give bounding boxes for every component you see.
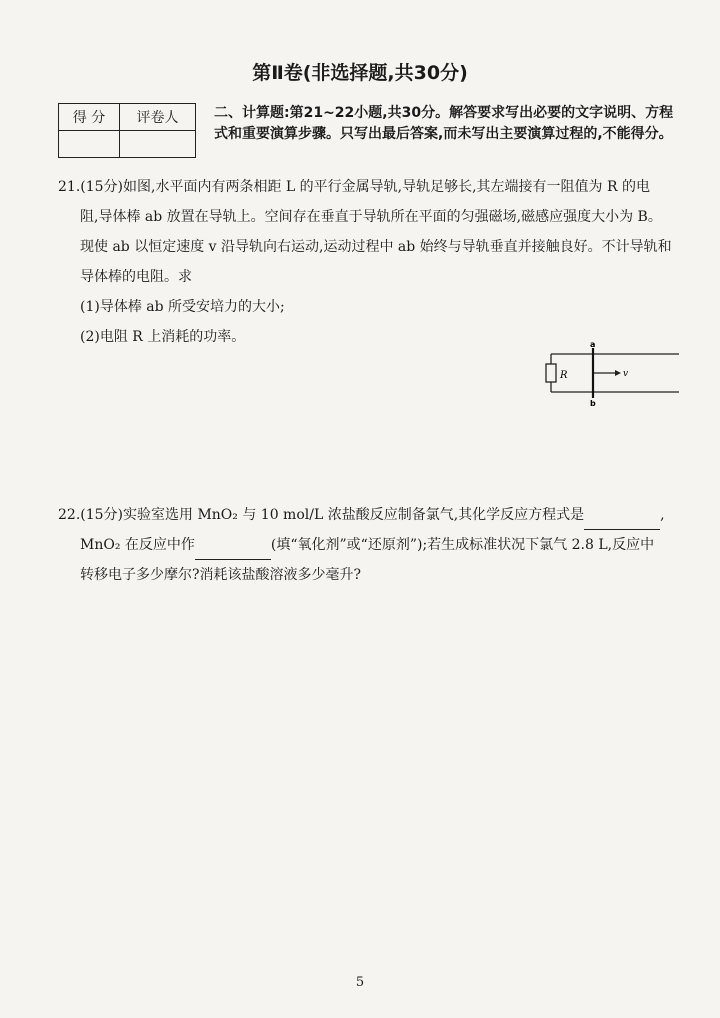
page-number: 5 (355, 975, 365, 990)
label-a: a (590, 340, 596, 349)
score-header: 得 分 (59, 104, 120, 131)
answer-blank-role[interactable] (195, 541, 271, 560)
q22-line-3: 转移电子多少摩尔?消耗该盐酸溶液多少毫升? (80, 567, 362, 583)
section-title: 第Ⅱ卷(非选择题,共30分) (252, 62, 468, 84)
q22-line-2: MnO₂ 在反应中作 (填“氧化剂”或“还原剂”);若生成标准状况下氯气 2.8 L,反应中 (58, 530, 688, 560)
question-22 (58, 500, 688, 590)
circuit-diagram (545, 340, 685, 410)
q21-line: 现使 ab 以恒定速度 v 沿导轨向右运动,运动过程中 ab 始终与导轨垂直并接触良好。不计导轨和 (80, 239, 672, 255)
grader-cell[interactable] (120, 131, 196, 158)
grader-header: 评卷人 (120, 104, 196, 131)
question-21 (58, 172, 688, 352)
q21-line: 导体棒的电阻。求 (80, 269, 192, 285)
velocity-label: v (623, 369, 629, 379)
label-b: b (590, 399, 596, 408)
score-table (58, 103, 196, 158)
q21-part-1: (1)导体棒 ab 所受安培力的大小; (80, 299, 285, 315)
answer-blank-equation[interactable] (584, 511, 660, 530)
resistor-label: R (560, 370, 568, 381)
resistor (546, 364, 556, 382)
q22-line-1: 22.(15分)实验室选用 MnO₂ 与 10 mol/L 浓盐酸反应制备氯气,其化学反应方程式是 , (58, 500, 688, 530)
q21-line: 阻,导体棒 ab 放置在导轨上。空间存在垂直于导轨所在平面的匀强磁场,磁感应强度大小为 B。 (80, 209, 662, 225)
q21-part-2: (2)电阻 R 上消耗的功率。 (80, 329, 246, 345)
score-cell[interactable] (59, 131, 120, 158)
section-heading: 二、计算题:第21~22小题,共30分。解答要求写出必要的文字说明、方程式和重要演算步骤。只写出最后答案,而未写出主要演算过程的,不能得分。 (214, 105, 674, 142)
q21-line: 21.(15分)如图,水平面内有两条相距 L 的平行金属导轨,导轨足够长,其左端接有一阻值为 R 的电 (58, 179, 650, 195)
